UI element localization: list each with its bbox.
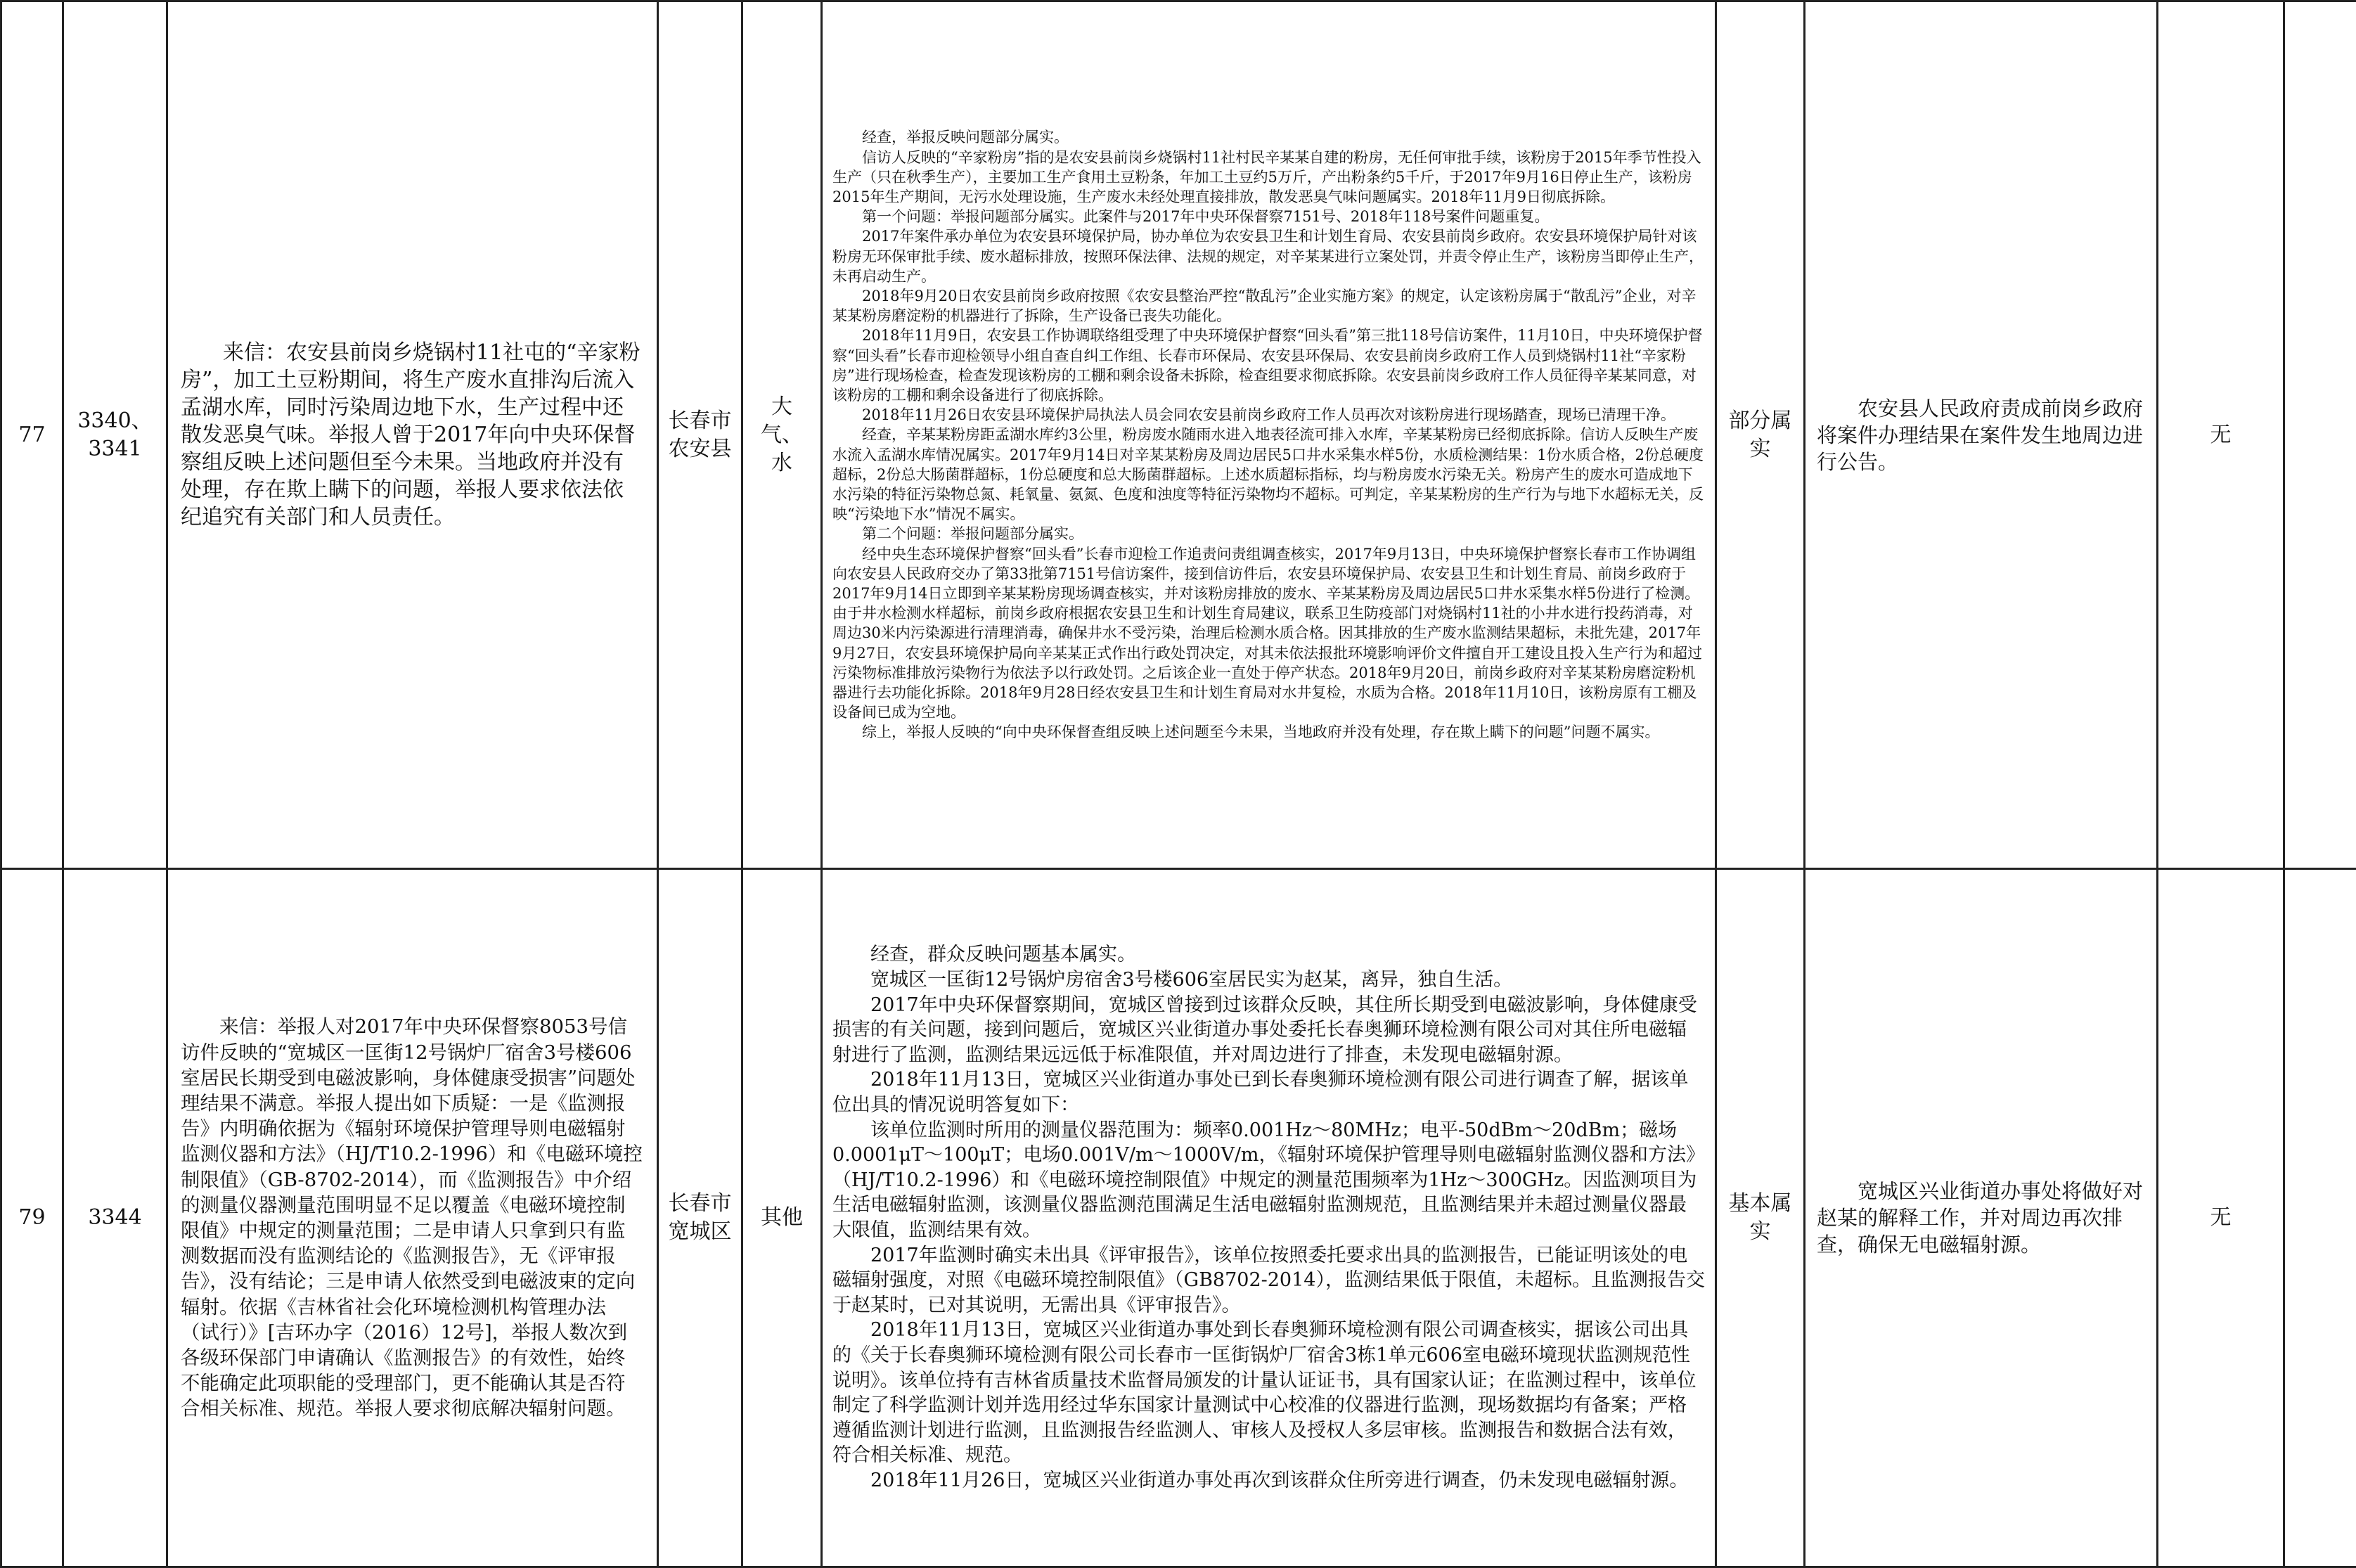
- findings-paragraph: 信访人反映的“辛家粉房”指的是农安县前岗乡烧锅村11社村民辛某某自建的粉房，无任何审批手续，该粉房于2015年季节性投入生产（只在秋季生产），主要加工生产食用土豆粉条，年加工土豆约5万斤，产出粉条约5千斤，于2017年9月16日停止生产，该粉房2015年生产期间，无污水处理设施，生产废水未经处理直接排放，散发恶臭气味问题属实。2018年11月9日彻底拆除。: [832, 148, 1705, 207]
- verdict: 基本属实: [1717, 1190, 1803, 1246]
- case-id-cell: [63, 869, 167, 1567]
- handling-cell: [1805, 1, 2158, 869]
- region-district: 农安县: [659, 435, 741, 463]
- findings-paragraph: 2018年11月13日，宽城区兴业街道办事处已到长春奥狮环境检测有限公司进行调查了解，据该单位出具的情况说明答复如下：: [832, 1067, 1705, 1117]
- findings-paragraph: 2018年11月26日，宽城区兴业街道办事处再次到该群众住所旁进行调查，仍未发现电磁辐射源。: [832, 1468, 1705, 1493]
- findings-text: [823, 935, 1715, 1500]
- accountability-cell: [2158, 869, 2284, 1567]
- region-city: 长春市: [659, 1190, 741, 1218]
- accountability: 无: [2158, 421, 2283, 449]
- handling-cell: [1805, 869, 2158, 1567]
- case-id: 3340、: [64, 407, 166, 435]
- findings-cell: [822, 1, 1716, 869]
- region-district: 宽城区: [659, 1218, 741, 1246]
- findings-paragraph: 经中央生态环境保护督察“回头看”长春市迎检工作追责问责组调查核实，2017年9月13日，中央环境保护督察长春市工作协调组向农安县人民政府交办了第33批第7151号信访案件，接到信访件后，农安县环境保护局、农安县卫生和计划生育局、前岗乡政府于2017年9月14日立即到辛某某粉房现场调查核实，并对该粉房排放的废水、辛某某粉房及周边居民5口井水采集水样5份进行了检测。由于井水检测水样超标，前岗乡政府根据农安县卫生和计划生育局建议，联系卫生防疫部门对烧锅村11社的小井水进行投药消毒，对周边30米内污染源进行清理消毒，确保井水不受污染，治理后检测水质合格。因其排放的生产废水监测结果超标，未批先建，2017年9月27日，农安县环境保护局向辛某某正式作出行政处罚决定，对其未依法报批环境影响评价文件擅自开工建设且投入生产行为和超过污染物标准排放污染物行为依法予以行政处罚。之后该企业一直处于停产状态。2018年9月20日，前岗乡政府对辛某某粉房磨淀粉机器进行去功能化拆除。2018年9月28日经农安县卫生和计划生育局对水井复检，水质为合格。2018年11月10日，该粉房原有工棚及设备间已成为空地。: [832, 544, 1705, 723]
- findings-paragraph: 2017年案件承办单位为农安县环境保护局，协办单位为农安县卫生和计划生育局、农安县前岗乡政府。农安县环境保护局针对该粉房无环保审批手续、废水超标排放，按照环保法律、法规的规定，对辛某某进行立案处罚，并责令停止生产，该粉房当即停止生产，未再启动生产。: [832, 226, 1705, 286]
- row-number-cell: [1, 1, 63, 869]
- findings-paragraph: 宽城区一匡街12号锅炉房宿舍3号楼606室居民实为赵某，离异，独自生活。: [832, 968, 1705, 993]
- findings-paragraph: 经查，举报反映问题部分属实。: [832, 127, 1705, 147]
- findings-paragraph: 2018年11月13日，宽城区兴业街道办事处到长春奥狮环境检测有限公司调查核实，据该公司出具的《关于长春奥狮环境检测有限公司长春市一匡街锅炉厂宿舍3栋1单元606室电磁环境现状监测规范性说明》。该单位持有吉林省质量技术监督局颁发的计量认证证书，具有国家认证；在监测过程中，该单位制定了科学监测计划并选用经过华东国家计量测试中心校准的仪器进行监测，现场数据均有备案；严格遵循监测计划进行监测，且监测报告经监测人、审核人及授权人多层审核。监测报告和数据合法有效，符合相关标准、规范。: [832, 1318, 1705, 1468]
- complaint-cell: [167, 1, 658, 869]
- verdict-cell: [1716, 1, 1805, 869]
- empty-cell: [2284, 869, 2356, 1567]
- findings-paragraph: 综上，举报人反映的“向中央环保督查组反映上述问题至今未果，当地政府并没有处理，存在欺上瞒下的问题”问题不属实。: [832, 722, 1705, 742]
- accountability-cell: [2158, 1, 2284, 869]
- handling-text: 宽城区兴业街道办事处将做好对赵某的解释工作，并对周边再次排查，确保无电磁辐射源。: [1805, 1178, 2156, 1258]
- pollution-type-cell: [742, 869, 822, 1567]
- findings-paragraph: 经查，辛某某粉房距孟湖水库约3公里，粉房废水随雨水进入地表径流可排入水库，辛某某粉房已经彻底拆除。信访人反映生产废水流入孟湖水库情况属实。2017年9月14日对辛某某粉房及周边居民5口井水采集水样5份，水质检测结果：1份水质合格，2份总硬度超标，2份总大肠菌群超标，1份总硬度和总大肠菌群超标。上述水质超标指标，均与粉房废水污染无关。粉房产生的废水可造成地下水污染的特征污染物总氮、耗氧量、氨氮、色度和浊度等特征污染物均不超标。可判定，辛某某粉房的生产行为与地下水超标无关，反映“污染地下水”情况不属实。: [832, 425, 1705, 524]
- accountability: 无: [2158, 1204, 2283, 1232]
- findings-paragraph: 2017年中央环保督察期间，宽城区曾接到过该群众反映，其住所长期受到电磁波影响，身体健康受损害的有关问题，接到问题后，宽城区兴业街道办事处委托长春奥狮环境检测有限公司对其住所电磁辐射进行了监测，监测结果远远低于标准限值，并对周边进行了排查，未发现电磁辐射源。: [832, 993, 1705, 1068]
- findings-cell: [822, 869, 1716, 1567]
- findings-text: [823, 120, 1715, 749]
- findings-paragraph: 经查，群众反映问题基本属实。: [832, 942, 1705, 968]
- row-number-cell: [1, 869, 63, 1567]
- findings-paragraph: 2018年11月26日农安县环境保护局执法人员会同农安县前岗乡政府工作人员再次对该粉房进行现场踏查，现场已清理干净。: [832, 405, 1705, 425]
- findings-paragraph: 第二个问题：举报问题部分属实。: [832, 524, 1705, 544]
- findings-paragraph: 2018年9月20日农安县前岗乡政府按照《农安县整治严控“散乱污”企业实施方案》的规定，认定该粉房属于“散乱污”企业，对辛某某粉房磨淀粉的机器进行了拆除，生产设备已丧失功能化。: [832, 286, 1705, 326]
- pollution-type: 大气、: [743, 393, 820, 449]
- table-row: [1, 869, 2356, 1567]
- complaint-cell: [167, 869, 658, 1567]
- pollution-type: 水: [743, 449, 820, 477]
- complaint-text: 来信：举报人对2017年中央环保督察8053号信访件反映的“宽城区一匡街12号锅炉厂宿舍3号楼606室居民长期受到电磁波影响，身体健康受损害”问题处理结果不满意。举报人提出如下质疑：一是《监测报告》内明确依据为《辐射环境保护管理导则电磁辐射监测仪器和方法》（HJ/T10.2-1996）和《电磁环境控制限值》（GB-8702-2014），而《监测报告》中介绍的测量仪器测量范围明显不足以覆盖《电磁环境控制限值》中规定的测量范围；二是申请人只拿到只有监测数据而没有监测结论的《监测报告》，无《评审报告》，没有结论；三是申请人依然受到电磁波束的定向辐射。依据《吉林省社会化环境检测机构管理办法（试行）》[吉环办字（2016）12号]，举报人数次到各级环保部门申请确认《监测报告》的有效性，始终不能确定此项职能的受理部门，更不能确认其是否符合相关标准、规范。举报人要求彻底解决辐射问题。: [168, 1014, 657, 1421]
- findings-paragraph: 第一个问题：举报问题部分属实。此案件与2017年中央环保督察7151号、2018年118号案件问题重复。: [832, 207, 1705, 226]
- verdict-cell: [1716, 869, 1805, 1567]
- pollution-type: 其他: [743, 1204, 820, 1232]
- empty-cell: [2284, 1, 2356, 869]
- verdict: 部分属实: [1717, 407, 1803, 463]
- pollution-type-cell: [742, 1, 822, 869]
- case-id-cell: [63, 1, 167, 869]
- case-id: 3341: [64, 435, 166, 463]
- row-number: 79: [2, 1204, 62, 1232]
- row-number: 77: [2, 421, 62, 449]
- handling-text: 农安县人民政府责成前岗乡政府将案件办理结果在案件发生地周边进行公告。: [1805, 395, 2156, 475]
- region-cell: [658, 869, 742, 1567]
- findings-paragraph: 该单位监测时所用的测量仪器范围为：频率0.001Hz～80MHz；电平-50dBm～20dBm；磁场0.0001μT～100μT；电场0.001V/m～1000V/m，《辐射环境保护管理导则电磁辐射监测仪器和方法》（HJ/T10.2-1996）和《电磁环境控制限值》中规定的测量范围频率为1Hz～300GHz。因监测项目为生活电磁辐射监测，该测量仪器监测范围满足生活电磁辐射监测规范，且监测结果并未超过测量仪器最大限值，监测结果有效。: [832, 1118, 1705, 1243]
- findings-paragraph: 2017年监测时确实未出具《评审报告》，该单位按照委托要求出具的监测报告，已能证明该处的电磁辐射强度，对照《电磁环境控制限值》（GB8702-2014），监测结果低于限值，未超标。且监测报告交于赵某时，已对其说明，无需出具《评审报告》。: [832, 1243, 1705, 1318]
- findings-paragraph: 2018年11月9日，农安县工作协调联络组受理了中央环境保护督察“回头看”第三批118号信访案件，11月10日，中央环境保护督察“回头看”长春市迎检领导小组自查自纠工作组、长春市环保局、农安县环保局、农安县前岗乡政府工作人员到烧锅村11社“辛家粉房”进行现场检查，检查发现该粉房的工棚和剩余设备未拆除，检查组要求彻底拆除。农安县前岗乡政府工作人员征得辛某某同意，对该粉房的工棚和剩余设备进行了彻底拆除。: [832, 326, 1705, 405]
- table-row: [1, 1, 2356, 869]
- region-city: 长春市: [659, 407, 741, 435]
- case-id: 3344: [64, 1204, 166, 1232]
- complaint-text: 来信：农安县前岗乡烧锅村11社屯的“辛家粉房”，加工土豆粉期间，将生产废水直排沟后流入孟湖水库，同时污染周边地下水，生产过程中还散发恶臭气味。举报人曾于2017年向中央环保督察组反映上述问题但至今未果。当地政府并没有处理，存在欺上瞒下的问题，举报人要求依法依纪追究有关部门和人员责任。: [168, 339, 657, 531]
- region-cell: [658, 1, 742, 869]
